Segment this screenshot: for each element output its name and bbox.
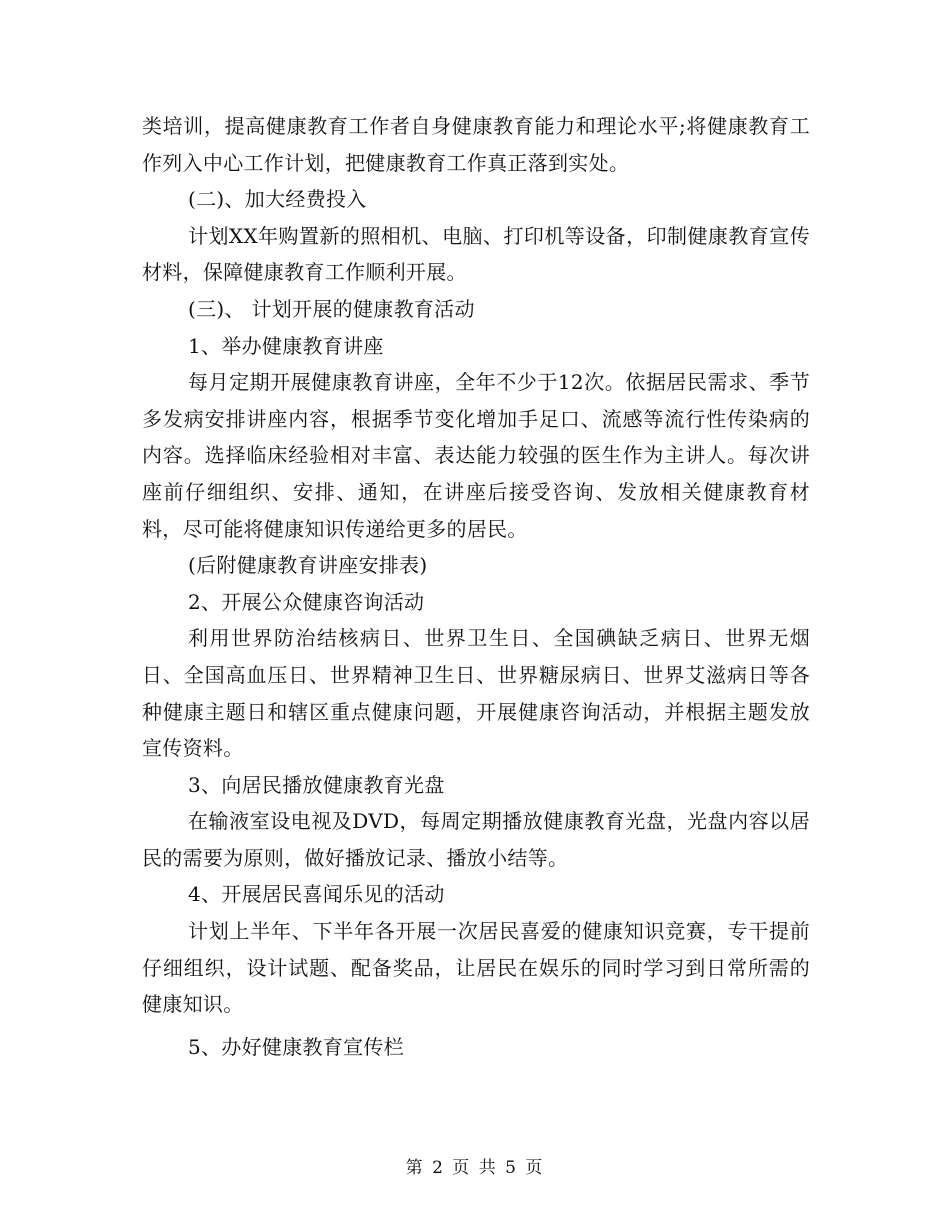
heading-funding: (二)、加大经费投入 [188, 187, 367, 212]
paragraph-events: 计划上半年、下半年各开展一次居民喜爱的健康知识竞赛，专干提前仔细组织，设计试题、配备奖品，让居民在娱乐的同时学习到日常所需的健康知识。 [142, 919, 810, 1017]
paragraph-consultation: 利用世界防治结核病日、世界卫生日、全国碘缺乏病日、世界无烟日、全国高血压日、世界精神卫生日、世界糖尿病日、世界艾滋病日等各种健康主题日和辖区重点健康问题，开展健康咨询活动，并根据主题发放宣传资料。 [142, 626, 810, 761]
heading-consultation: 2、开展公众健康咨询活动 [188, 589, 425, 614]
page-footer: 第 2 页 共 5 页 [405, 1158, 545, 1178]
paragraph-disc: 在输液室设电视及DVD，每周定期播放健康教育光盘，光盘内容以居民的需要为原则，做好播放记录、播放小结等。 [142, 809, 810, 870]
heading-lectures: 1、举办健康教育讲座 [188, 333, 384, 358]
heading-activities: (三)、 计划开展的健康教育活动 [188, 296, 475, 321]
paragraph-1: 类培训，提高健康教育工作者自身健康教育能力和理论水平;将健康教育工作列入中心工作计划，把健康教育工作真正落到实处。 [142, 114, 810, 175]
heading-disc: 3、向居民播放健康教育光盘 [188, 772, 445, 797]
paragraph-funding: 计划XX年购置新的照相机、电脑、打印机等设备，印制健康教育宣传材料，保障健康教育工作顺利开展。 [142, 223, 810, 285]
body-text [142, 108, 810, 1065]
note-lecture-schedule: (后附健康教育讲座安排表) [188, 553, 428, 578]
heading-bulletin-board: 5、办好健康教育宣传栏 [188, 1034, 405, 1059]
paragraph-lectures: 每月定期开展健康教育讲座，全年不少于12次。依据居民需求、季节多发病安排讲座内容，根据季节变化增加手足口、流感等流行性传染病的内容。选择临床经验相对丰富、表达能力较强的医生作为主讲人。每次讲座前仔细组织、安排、通知，在讲座后接受咨询、发放相关健康教育材料，尽可能将健康知识传递给更多的居民。 [142, 370, 810, 541]
heading-events: 4、开展居民喜闻乐见的活动 [188, 882, 445, 907]
